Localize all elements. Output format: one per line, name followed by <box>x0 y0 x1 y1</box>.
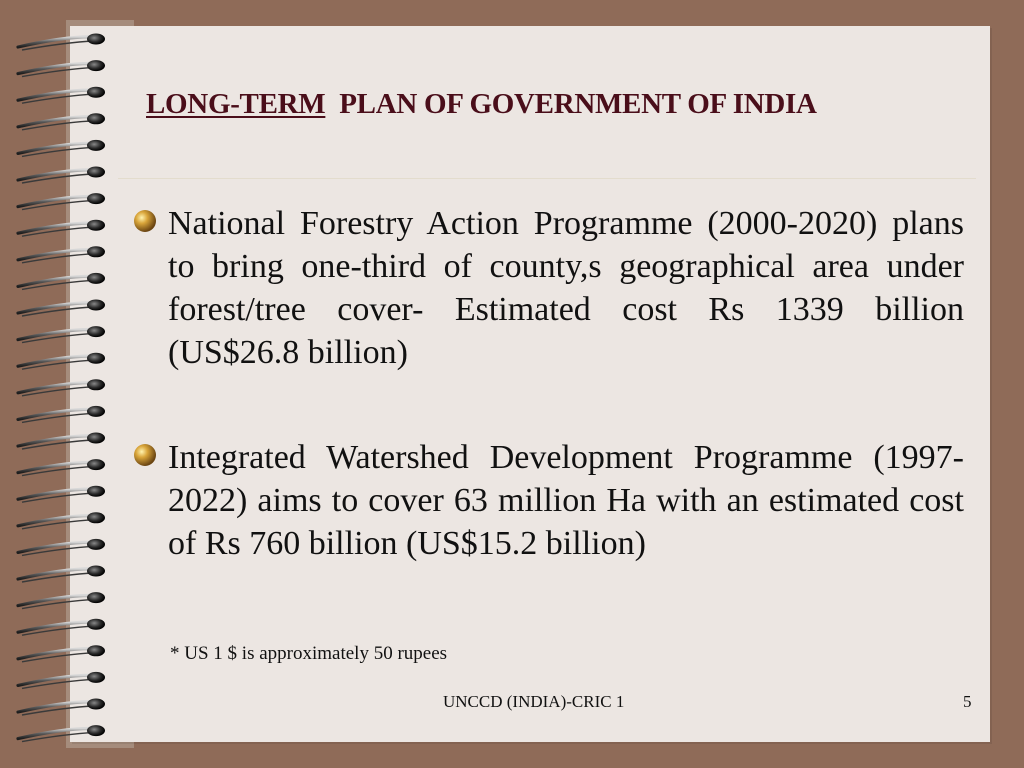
bullet-sphere-icon <box>132 206 172 246</box>
spiral-coil <box>18 486 105 503</box>
spiral-coil <box>18 379 105 396</box>
spiral-coil <box>18 220 105 237</box>
spiral-coil <box>18 725 105 742</box>
spiral-coil <box>18 34 105 51</box>
spiral-binding-icon <box>0 0 120 768</box>
bullet-forestry-programme: National Forestry Action Programme (2000-2020) plans to bring one-third of county,s geographical area under forest/tree cover- Estimated cost Rs 1339 billion (US$26.8 billion) <box>168 205 964 371</box>
spiral-coil <box>18 167 105 184</box>
spiral-coil <box>18 566 105 583</box>
spiral-coil <box>18 433 105 450</box>
spiral-coil <box>18 539 105 556</box>
spiral-coil <box>18 592 105 609</box>
spiral-coil <box>18 246 105 262</box>
title-rest: PLAN OF GOVERNMENT OF INDIA <box>339 88 817 120</box>
spiral-coil <box>18 60 105 77</box>
slide-title <box>146 88 966 121</box>
spiral-coil <box>18 353 105 370</box>
spiral-coil <box>18 512 105 529</box>
spiral-coil <box>18 273 105 290</box>
spiral-coil <box>18 459 105 476</box>
page-number: 5 <box>963 692 972 711</box>
spiral-coil <box>18 619 105 636</box>
title-underlined: LONG-TERM <box>146 88 326 120</box>
spiral-coil <box>18 699 105 716</box>
notebook-page <box>70 26 990 742</box>
spiral-coil <box>18 645 105 662</box>
spiral-coil <box>18 140 105 157</box>
slide-footer: UNCCD (INDIA)-CRIC 1 <box>443 692 625 711</box>
spiral-coil <box>18 326 105 343</box>
spiral-coil <box>18 87 105 104</box>
spiral-coil <box>18 300 105 317</box>
bullet-sphere-icon <box>132 440 172 480</box>
spiral-coil <box>18 113 105 130</box>
currency-footnote: * US 1 $ is approximately 50 rupees <box>170 643 448 664</box>
spiral-coil <box>18 672 105 689</box>
bullet-watershed-programme: Integrated Watershed Development Programme (1997-2022) aims to cover 63 million Ha with an estimated cost of Rs 760 billion (US$15.2 billion) <box>168 439 964 562</box>
title-divider <box>118 178 976 179</box>
spiral-coil <box>18 193 105 210</box>
spiral-coil <box>18 406 105 423</box>
